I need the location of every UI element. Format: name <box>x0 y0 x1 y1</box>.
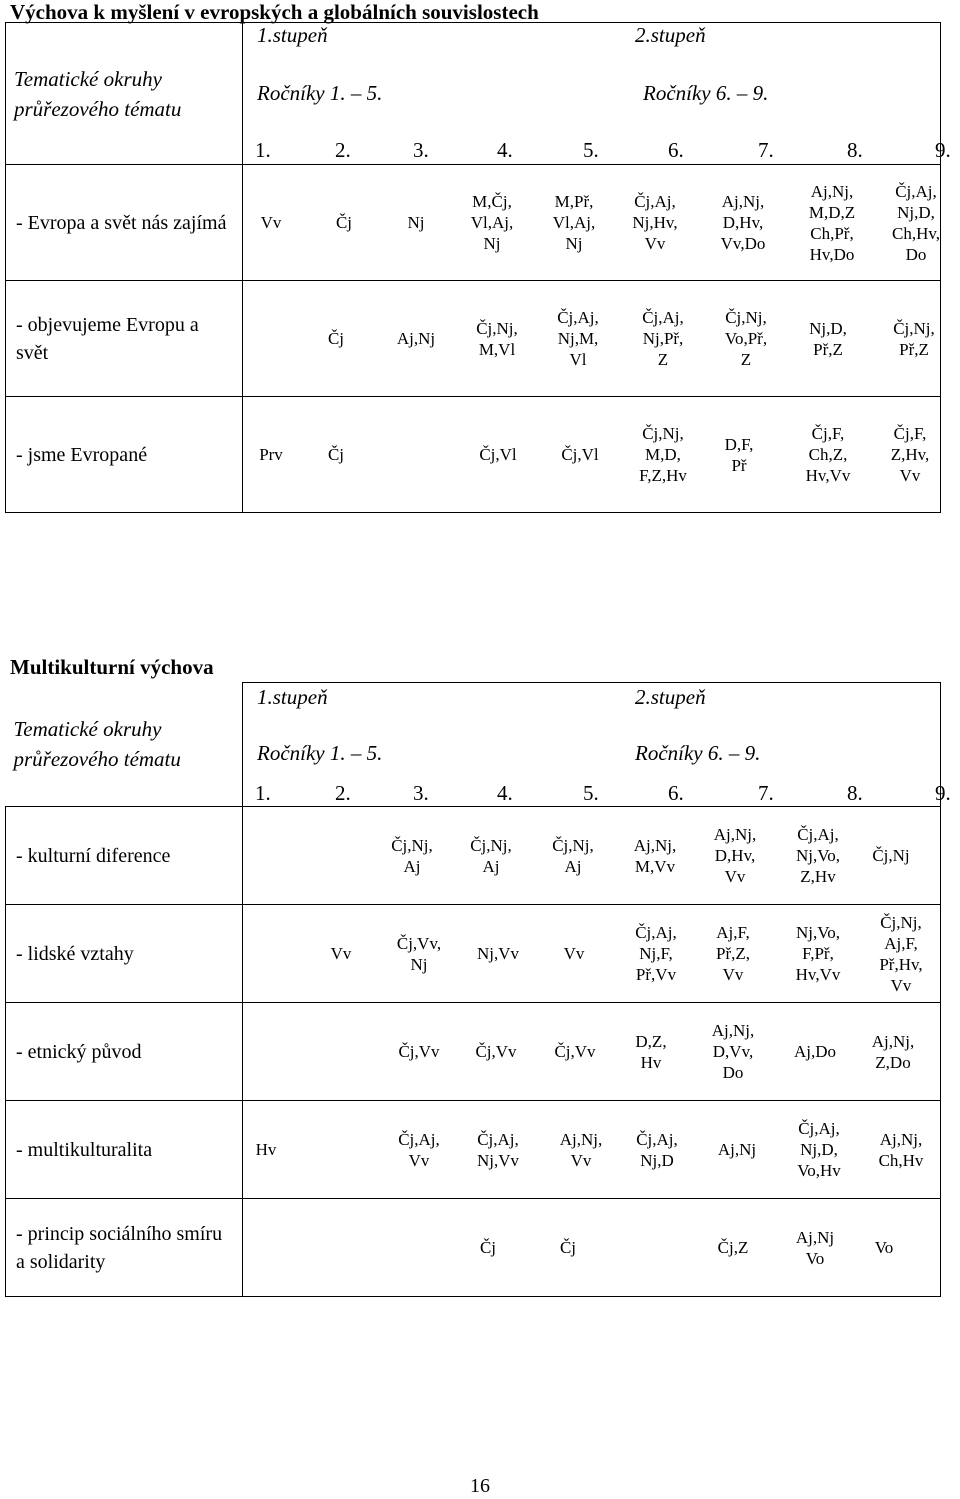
stupen-2-label: 2.stupeň <box>635 23 706 47</box>
subject-cell <box>303 1199 375 1296</box>
table-header-row <box>6 683 941 807</box>
table-row <box>6 165 941 281</box>
subject-cell: Nj,Vo, F,Př, Hv,Vv <box>795 923 841 984</box>
subject-cell: Aj,Nj Vo <box>795 1227 835 1268</box>
row-cells <box>243 281 941 397</box>
subject-cell: Čj,Nj, Aj <box>552 835 594 876</box>
grade-number: 2. <box>335 781 351 805</box>
subject-cell: Prv <box>259 445 283 464</box>
subject-cell: M,Čj, Vl,Aj, Nj <box>470 192 514 253</box>
row-label: - etnický původ <box>6 1003 243 1101</box>
subject-cell: Nj,Vv <box>476 944 520 963</box>
stupen-1-label: 1.stupeň <box>257 685 328 709</box>
subject-cell: Hv <box>255 1140 277 1159</box>
table-row <box>6 397 941 513</box>
subject-cell <box>235 807 307 904</box>
table-row <box>6 1101 941 1199</box>
rocniky-2-label: Ročníky 6. – 9. <box>643 81 769 105</box>
grade-number: 3. <box>413 138 429 162</box>
row-cells <box>243 1199 941 1297</box>
grade-number: 5. <box>583 138 599 162</box>
row-cells <box>243 905 941 1003</box>
subject-cell: Čj,Z <box>717 1238 749 1257</box>
subject-cell: Aj,Nj, M,Vv <box>633 835 677 876</box>
subject-cell: Aj,Nj, Ch,Hv <box>878 1129 924 1170</box>
subject-cell: Čj,Vl <box>479 445 517 464</box>
subject-cell: Čj,Nj, Aj <box>391 835 433 876</box>
grade-number: 6. <box>668 781 684 805</box>
grade-number: 1. <box>255 138 271 162</box>
table-row <box>6 1199 941 1297</box>
row-cells <box>243 165 941 281</box>
subject-cell: Aj,Nj <box>396 329 436 348</box>
row-label: - multikulturalita <box>6 1101 243 1199</box>
subject-cell: Vv <box>260 213 282 232</box>
subject-cell: Vv <box>563 944 585 963</box>
grade-number: 5. <box>583 781 599 805</box>
subject-cell <box>235 905 307 1002</box>
grade-number: 8. <box>847 781 863 805</box>
subject-cell <box>235 281 307 396</box>
subject-cell <box>235 1199 307 1296</box>
subject-cell: Nj <box>407 213 425 232</box>
row-cells <box>243 397 941 513</box>
subject-cell: Čj,F, Z,Hv, Vv <box>890 424 930 485</box>
subject-cell: Čj <box>479 1238 497 1257</box>
subject-cell: Čj <box>327 329 345 348</box>
rocniky-1-label: Ročníky 1. – 5. <box>257 81 383 105</box>
subject-cell: Čj,Aj, Nj,F, Př,Vv <box>635 923 677 984</box>
subject-cell: Aj,Nj, M,D,Z Ch,Př, Hv,Do <box>808 181 856 264</box>
section-1-title: Výchova k myšlení v evropských a globálních souvislostech <box>10 0 539 24</box>
table-row <box>6 1003 941 1101</box>
subject-cell: Čj,Vv, Nj <box>396 933 442 974</box>
subject-cell: Čj,Aj, Nj,D <box>636 1129 678 1170</box>
subject-cell: Čj,Nj, Aj <box>470 835 512 876</box>
subject-cell: Čj,Aj, Nj,Hv, Vv <box>632 192 678 253</box>
section-1-table <box>5 22 951 513</box>
subject-cell: Čj,Aj, Nj,D, Vo,Hv <box>797 1119 841 1180</box>
grade-number: 7. <box>758 781 774 805</box>
subject-cell: Čj,Nj, Aj,F, Př,Hv, Vv <box>879 912 923 995</box>
grade-number: 9. <box>935 781 951 805</box>
row-label: - kulturní diference <box>6 807 243 905</box>
table-row <box>6 807 941 905</box>
subject-cell: Čj,Vv <box>398 1042 440 1061</box>
subject-cell <box>235 1003 307 1100</box>
row-cells <box>243 807 941 905</box>
row-label: - objevujeme Evropu a svět <box>6 281 243 397</box>
subject-cell: Vv <box>330 944 352 963</box>
grade-number: 9. <box>935 138 951 162</box>
section-2-table <box>5 682 951 1297</box>
subject-cell <box>615 1199 687 1296</box>
subject-cell: D,F, Př <box>724 434 754 475</box>
subject-cell: Aj,Nj <box>717 1140 757 1159</box>
subject-cell: Čj,Vv <box>554 1042 596 1061</box>
subject-cell: Čj,Aj, Nj,M, Vl <box>557 308 599 369</box>
subject-cell: Čj,Nj <box>872 846 910 865</box>
subject-cell <box>303 807 375 904</box>
subject-cell <box>303 1101 375 1198</box>
stupen-2-label: 2.stupeň <box>635 685 706 709</box>
grade-number: 2. <box>335 138 351 162</box>
row-cells <box>243 1003 941 1101</box>
page-number: 16 <box>470 1475 490 1497</box>
subject-cell: Čj,Vv <box>475 1042 517 1061</box>
subject-cell: Čj,Nj, Př,Z <box>893 318 935 359</box>
rocniky-2-label: Ročníky 6. – 9. <box>635 741 761 765</box>
grade-number: 4. <box>497 781 513 805</box>
subject-cell: Čj,Aj, Nj,D, Ch,Hv, Do <box>891 181 940 264</box>
subject-cell: Aj,Do <box>793 1042 837 1061</box>
stupen-1-label: 1.stupeň <box>257 23 328 47</box>
header-grades <box>243 683 951 807</box>
subject-cell: Čj,Nj, Vo,Př, Z <box>724 308 768 369</box>
subject-cell <box>383 1199 455 1296</box>
header-grades <box>243 23 951 165</box>
row-cells <box>243 1101 941 1199</box>
grade-number: 8. <box>847 138 863 162</box>
subject-cell: Čj <box>335 213 353 232</box>
header-topics-label: Tematické okruhy průřezového tématu <box>6 683 243 807</box>
row-label: - jsme Evropané <box>6 397 243 513</box>
subject-cell: Čj,Vl <box>561 445 599 464</box>
table-row <box>6 281 941 397</box>
subject-cell <box>380 397 452 512</box>
subject-cell: Aj,Nj, D,Hv, Vv,Do <box>720 192 766 253</box>
row-label: - princip sociálního smíru a solidarity <box>6 1199 243 1297</box>
grade-number: 4. <box>497 138 513 162</box>
header-topics-label: Tematické okruhy průřezového tématu <box>6 23 243 165</box>
rocniky-1-label: Ročníky 1. – 5. <box>257 741 383 765</box>
subject-cell: Aj,Nj, Z,Do <box>871 1031 915 1072</box>
subject-cell: Čj,Aj, Vv <box>398 1129 440 1170</box>
row-label: - lidské vztahy <box>6 905 243 1003</box>
subject-cell: Čj,Nj, M,Vl <box>476 318 518 359</box>
table-row <box>6 905 941 1003</box>
subject-cell: Nj,D, Př,Z <box>809 318 847 359</box>
subject-cell: Vo <box>874 1238 894 1257</box>
row-label: - Evropa a svět nás zajímá <box>6 165 243 281</box>
grade-number: 1. <box>255 781 271 805</box>
subject-cell: Aj,F, Př,Z, Vv <box>716 923 750 984</box>
subject-cell: Aj,Nj, D,Hv, Vv <box>713 825 757 886</box>
subject-cell: Čj,Aj, Nj,Př, Z <box>642 308 684 369</box>
grade-number: 3. <box>413 781 429 805</box>
subject-cell: Čj <box>559 1238 577 1257</box>
section-2-title: Multikulturní výchova <box>10 655 214 679</box>
subject-cell: Čj,Aj, Nj,Vo, Z,Hv <box>795 825 841 886</box>
subject-cell: D,Z, Hv <box>635 1031 667 1072</box>
subject-cell: Čj <box>327 445 345 464</box>
subject-cell: Čj,Nj, M,D, F,Z,Hv <box>639 424 687 485</box>
subject-cell: Aj,Nj, D,Vv, Do <box>711 1021 755 1082</box>
grade-number: 7. <box>758 138 774 162</box>
subject-cell: Aj,Nj, Vv <box>559 1129 603 1170</box>
grade-number: 6. <box>668 138 684 162</box>
subject-cell: Čj,F, Ch,Z, Hv,Vv <box>805 424 851 485</box>
subject-cell: M,Př, Vl,Aj, Nj <box>552 192 596 253</box>
table-header-row <box>6 23 941 165</box>
subject-cell <box>303 1003 375 1100</box>
subject-cell: Čj,Aj, Nj,Vv <box>476 1129 520 1170</box>
